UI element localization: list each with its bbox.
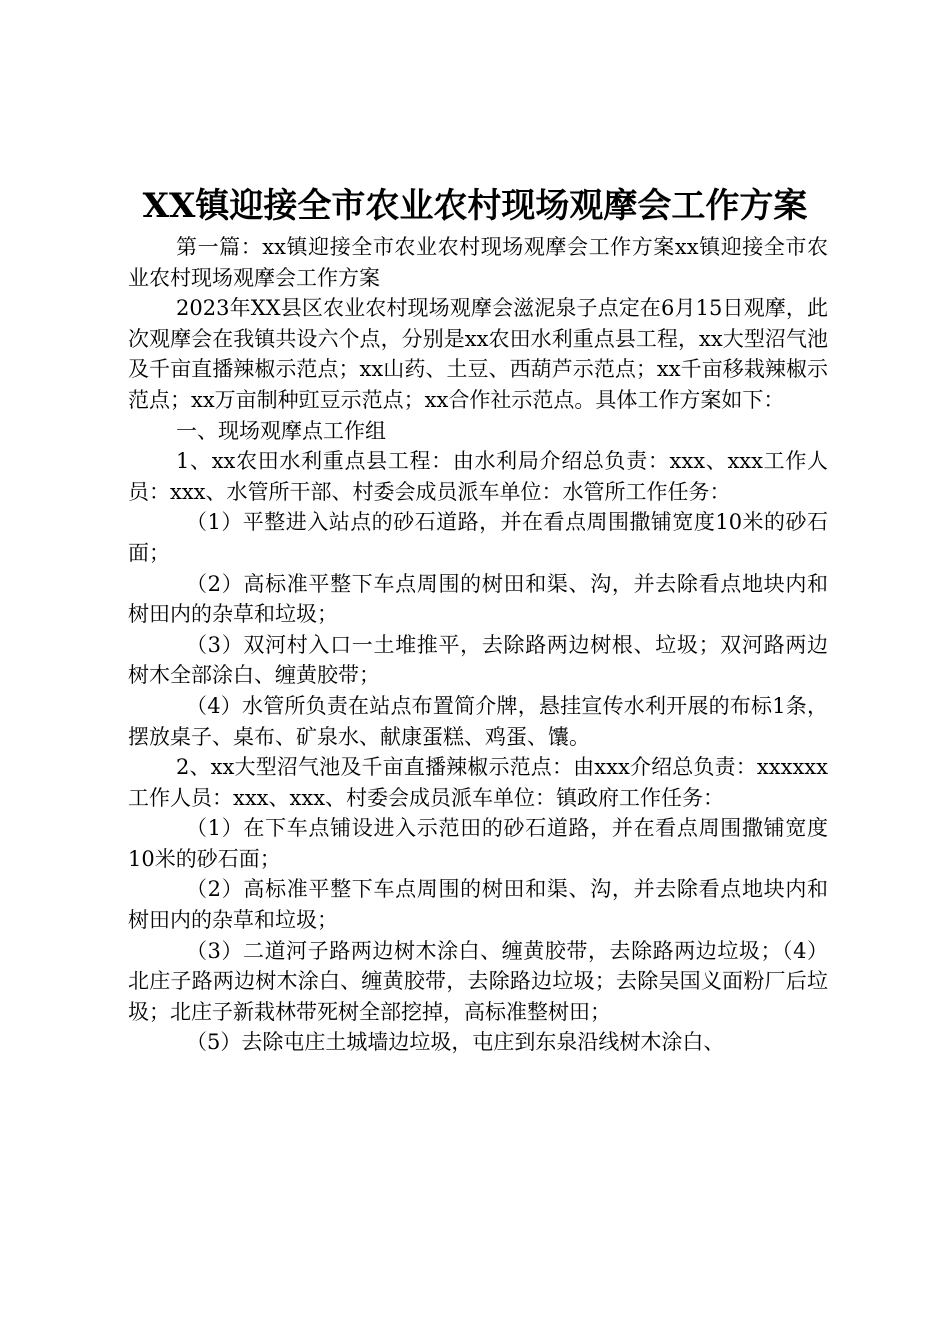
paragraph-site-1: 1、xx农田水利重点县工程：由水利局介绍总负责：xxx、xxx工作人员：xxx、水管所干部、村委会成员派车单位：水管所工作任务： — [128, 449, 828, 504]
task-item: （3）二道河子路两边树木涂白、缠黄胶带，去除路两边垃圾；（4）北庄子路两边树木涂白、缠黄胶带，去除路边垃圾；去除吴国义面粉厂后垃圾；北庄子新栽林带死树全部挖掉，高标准整树田； — [128, 938, 828, 1024]
task-item: （5）去除屯庄土城墙边垃圾，屯庄到东泉沿线树木涂白、 — [186, 1030, 725, 1055]
task-item: （4）水管所负责在站点布置简介牌，悬挂宣传水利开展的布标1条，摆放桌子、桌布、矿泉水、献康蛋糕、鸡蛋、馕。 — [128, 693, 828, 749]
paragraph-overview: 2023年XX县区农业农村现场观摩会滋泥泉子点定在6月15日观摩，此次观摩会在我镇共设六个点，分别是xx农田水利重点县工程，xx大型沼气池及千亩直播辣椒示范点；xx山药、土豆、西葫芦示范点；xx千亩移栽辣椒示范点；xx万亩制种豇豆示范点；xx合作社示范点。具体工作方案如下： — [128, 296, 828, 412]
task-item: （3）双河村入口一土堆推平，去除路两边树根、垃圾；双河路两边树木全部涂白、缠黄胶带； — [128, 632, 828, 688]
paragraph-site-2: 2、xx大型沼气池及千亩直播辣椒示范点：由xxx介绍总负责：xxxxxx工作人员：xxx、xxx、村委会成员派车单位：镇政府工作任务： — [128, 755, 828, 810]
task-item: （1）在下车点铺设进入示范田的砂石道路，并在看点周围撒铺宽度10米的砂石面； — [128, 816, 828, 871]
document-title: XX镇迎接全市农业农村现场观摩会工作方案 — [142, 186, 808, 226]
task-item: （1）平整进入站点的砂石道路，并在看点周围撒铺宽度10米的砂石面； — [128, 510, 828, 565]
section-heading: 一、现场观摩点工作组 — [176, 418, 386, 443]
task-item: （2）高标准平整下车点周围的树田和渠、沟，并去除看点地块内和树田内的杂草和垃圾； — [128, 571, 828, 627]
task-item: （2）高标准平整下车点周围的树田和渠、沟，并去除看点地块内和树田内的杂草和垃圾； — [128, 877, 828, 933]
paragraph-intro: 第一篇：xx镇迎接全市农业农村现场观摩会工作方案xx镇迎接全市农业农村现场观摩会工作方案 — [128, 235, 828, 290]
document-body — [128, 232, 828, 1058]
